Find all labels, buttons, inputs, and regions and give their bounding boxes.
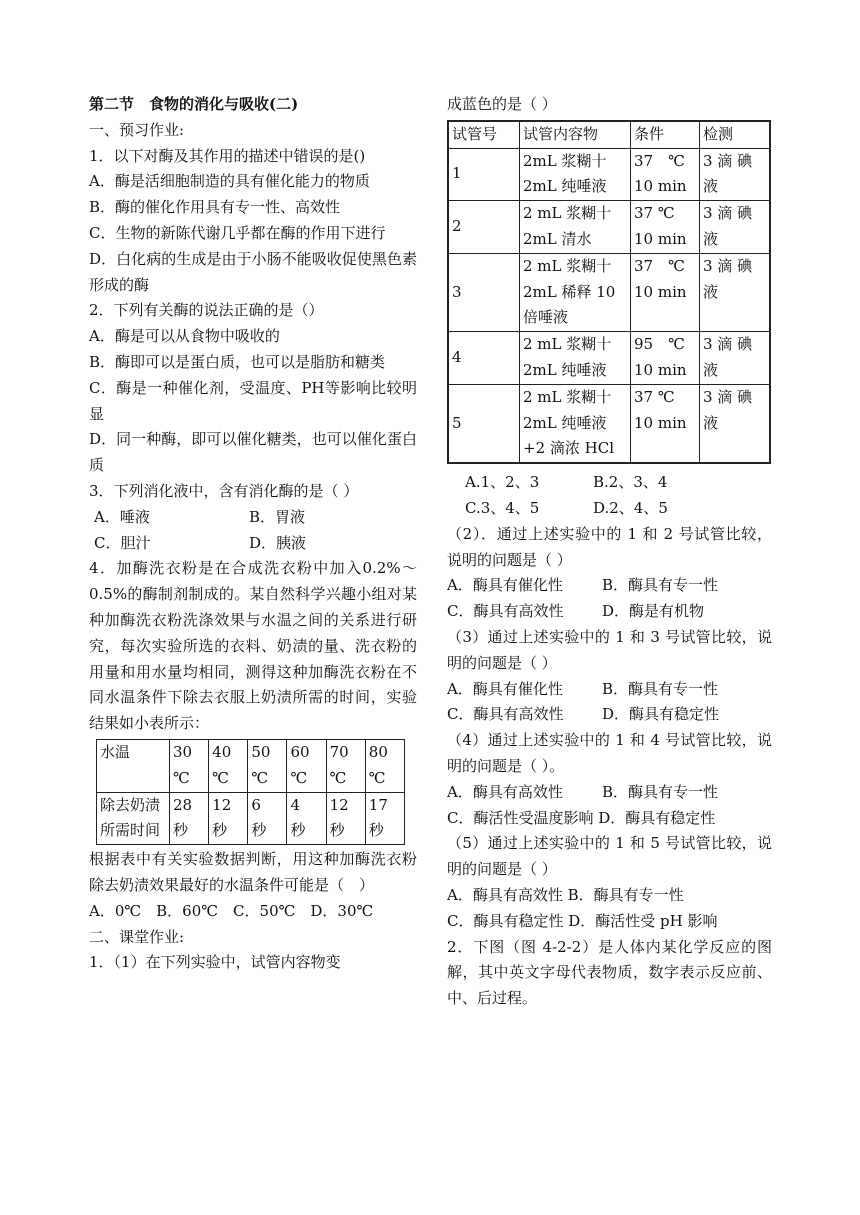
table-header: 试管号 [448,121,520,148]
c1-part5-options-cd: C．酶具有稳定性 D．酶活性受 pH 影响 [447,911,718,930]
q3-options-row2 [89,531,417,557]
table-cell: 28 秒 [170,792,209,845]
c1-part2-option-c: C．酶具有高效性 [447,602,564,621]
section-title: 第二节 食物的消化与吸收(二) [89,95,299,113]
table-cell: 80 ℃ [365,739,404,792]
table-cell: 水温 [97,739,170,792]
q3-option-a: A．唾液 [94,507,150,526]
c1-options-row2 [447,496,772,522]
c1-option-d: D.2、4、5 [593,498,668,517]
c1-stem: 1．（1）在下列实验中，试管内容物变 [89,953,341,972]
q1-option-b: B．酶的催化作用具有专一性、高效性 [89,198,341,217]
c1-part5-options-ab: A．酶具有高效性 B．酶具有专一性 [447,885,684,904]
q2-option-c: C．酶是一种催化剂，受温度、PH等影响比较明显 [89,378,417,423]
water-temperature-table [96,739,405,845]
c1-part3-option-b: B．酶具有专一性 [602,679,719,698]
table-header: 检测 [700,121,771,148]
table-cell: 除去奶渍所需时间 [97,792,170,845]
table-cell: 37 ℃ 10 min [631,253,700,331]
c1-options-row1 [447,470,772,496]
c1-option-c: C.3、4、5 [465,498,540,517]
c1-part4-options-cd: C．酶活性受温度影响 D．酶具有稳定性 [447,808,716,827]
c1-part3-options-row2 [447,702,772,728]
table-cell: 2 [448,201,520,254]
table-cell: 2mL 浆糊十2mL 纯唾液 [520,148,631,201]
q1-option-c: C．生物的新陈代谢几乎都在酶的作用下进行 [89,223,386,242]
right-column [447,92,772,1012]
c1-option-a: A.1、2、3 [465,473,540,492]
q2-option-b: B．酶即可以是蛋白质，也可以是脂肪和糖类 [89,352,386,371]
table-cell: 3 滴 碘液 [700,384,771,463]
c1-part4-option-a: A．酶具有高效性 [447,782,563,801]
table-cell: 60 ℃ [287,739,326,792]
table-row [448,332,770,385]
q2-option-a: A．酶是可以从食物中吸收的 [89,327,280,346]
c2-stem: 2．下图（图 4-2-2）是人体内某化学反应的图解，其中英文字母代表物质，数字表示反应前、中、后过程。 [447,937,772,1008]
c1-part2-options-row2 [447,599,772,625]
table-cell: 4 秒 [287,792,326,845]
table-row [448,253,770,331]
c1-part4-stem: （4）通过上述实验中的 1 和 4 号试管比较，说明的问题是（ ）。 [447,731,772,775]
table-cell: 5 [448,384,520,463]
c1-part3-options-row1 [447,677,772,703]
q1-option-d: D．白化病的生成是由于小肠不能吸收促使黑色素形成的酶 [89,249,417,294]
table-cell: 3 滴 碘液 [700,148,771,201]
table-cell: 6 秒 [248,792,287,845]
table-header-row [448,121,770,148]
table-cell: 3 [448,253,520,331]
table-row [97,792,405,845]
table-cell: 37 ℃ 10 min [631,384,700,463]
c1-stem-continued: 成蓝色的是（ ） [447,95,557,113]
test-tube-table [447,120,771,464]
table-row [97,739,405,792]
q2-option-d: D．同一种酶，即可以催化糖类，也可以催化蛋白质 [89,430,417,475]
q1-stem: 1．以下对酶及其作用的描述中错误的是() [89,146,366,165]
table-cell: 2 mL 浆糊十2mL 纯唾液 [520,332,631,385]
c1-part3-option-a: A．酶具有催化性 [447,679,563,698]
table-cell: 2 mL 浆糊十2mL 清水 [520,201,631,254]
c1-part3-option-c: C．酶具有高效性 [447,705,564,724]
c1-part3-stem: （3）通过上述实验中的 1 和 3 号试管比较，说明的问题是（ ） [447,627,772,672]
table-cell: 2 mL 浆糊十2mL 纯唾液+2 滴浓 HCl [520,384,631,463]
table-row [448,148,770,201]
table-cell: 50 ℃ [248,739,287,792]
q3-options-row1 [89,505,417,531]
table-row [448,201,770,254]
q3-option-b: B．胃液 [249,507,306,526]
table-header: 试管内容物 [520,121,631,148]
preview-heading: 一、预习作业: [89,120,185,139]
q4-question: 根据表中有关实验数据判断，用这种加酶洗衣粉除去奶渍效果最好的水温条件可能是（ ） [89,850,417,894]
q4-options: A．0℃ B．60℃ C．50℃ D．30℃ [89,901,374,920]
table-cell: 30 ℃ [170,739,209,792]
c1-part4-option-b: B．酶具有专一性 [602,782,719,801]
left-column [89,92,417,976]
c1-part2-option-b: B．酶具有专一性 [602,576,719,595]
table-cell: 40 ℃ [209,739,248,792]
table-cell: 3 滴 碘液 [700,201,771,254]
table-cell: 2 mL 浆糊十2mL 稀释 10倍唾液 [520,253,631,331]
c1-part2-stem: （2）．通过上述实验中的 1 和 2 号试管比较，说明的问题是（ ） [447,524,772,569]
table-header: 条件 [631,121,700,148]
c1-option-b: B.2、3、4 [593,473,668,492]
c1-part2-options-row1 [447,573,772,599]
table-cell: 12 秒 [326,792,365,845]
table-cell: 17 秒 [365,792,404,845]
q3-option-c: C．胆汁 [94,533,151,552]
q2-stem: 2．下列有关酶的说法正确的是（） [89,301,324,320]
q1-option-a: A．酶是活细胞制造的具有催化能力的物质 [89,172,370,191]
table-cell: 4 [448,332,520,385]
table-row [448,384,770,463]
table-cell: 1 [448,148,520,201]
q3-stem: 3．下列消化液中，含有消化酶的是（ ） [89,481,359,500]
q4-stem: 4．加酶洗衣粉是在合成洗衣粉中加入0.2%～0.5%的酶制剂制成的。某自然科学兴趣小组对某种加酶洗衣粉洗涤效果与水温之间的关系进行研究，每次实验所选的衣料、奶渍的量、洗衣粉的用量和用水量均相同，测得这种加酶洗衣粉在不同水温条件下除去衣服上奶渍所需的时间，实验结果如小表所示： [89,559,417,733]
table-cell: 70 ℃ [326,739,365,792]
table-cell: 12 秒 [209,792,248,845]
c1-part2-option-d: D．酶是有机物 [602,602,705,621]
c1-part5-stem: （5）通过上述实验中的 1 和 5 号试管比较，说明的问题是（ ） [447,834,772,879]
classwork-heading: 二、课堂作业: [89,927,185,946]
table-cell: 3 滴 碘液 [700,253,771,331]
table-cell: 37 ℃ 10 min [631,148,700,201]
c1-part4-options-row1 [447,780,772,806]
q3-option-d: D．胰液 [249,533,307,552]
c1-part3-option-d: D．酶具有稳定性 [602,705,720,724]
table-cell: 37 ℃ 10 min [631,201,700,254]
table-cell: 3 滴 碘液 [700,332,771,385]
table-cell: 95 ℃ 10 min [631,332,700,385]
c1-part2-option-a: A．酶具有催化性 [447,576,563,595]
